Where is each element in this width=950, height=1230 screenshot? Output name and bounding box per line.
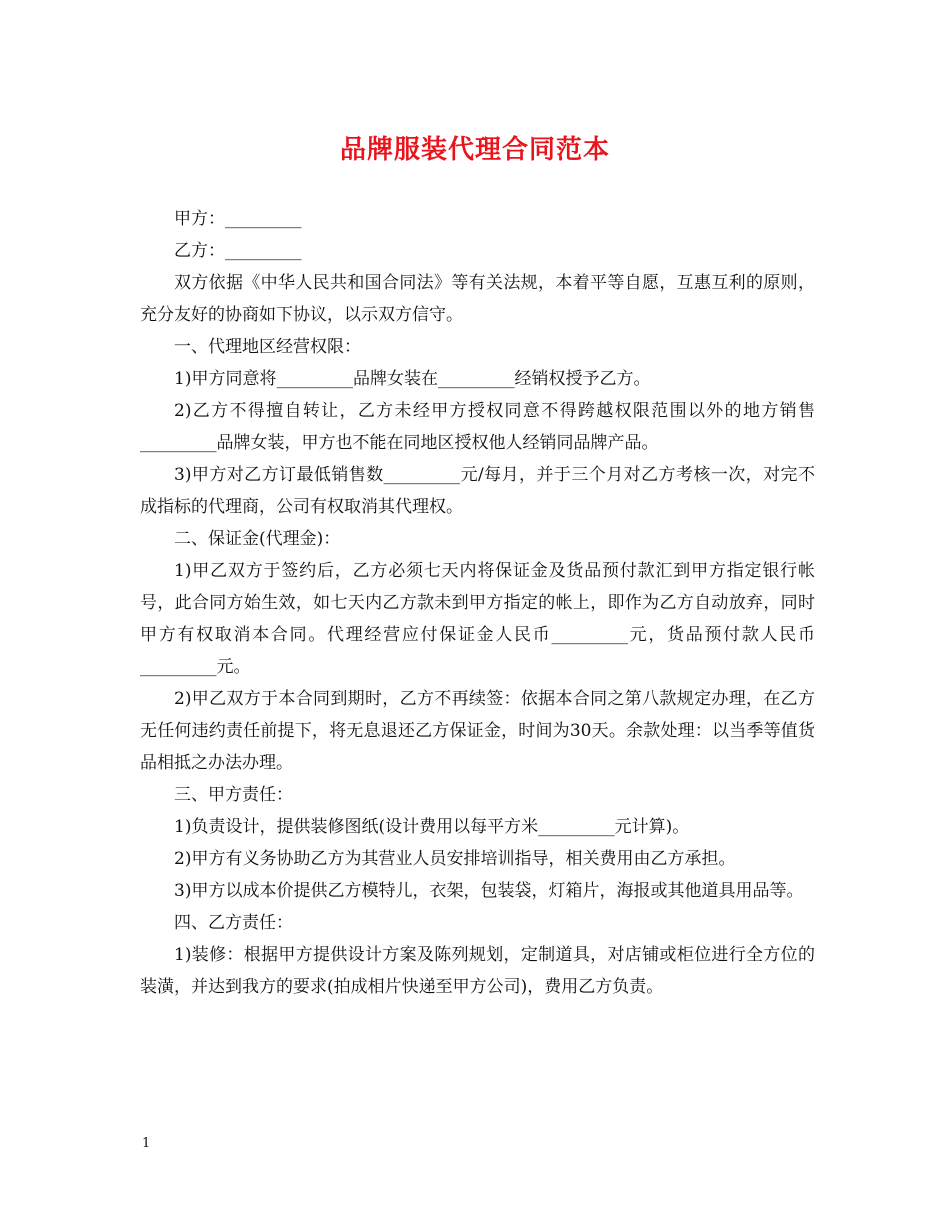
section-heading-1: 一、代理地区经营权限： [174, 337, 361, 357]
preamble-paragraph: 双方依据《中华人民共和国合同法》等有关法规，本着平等自愿，互惠互利的原则，充分友好的协商如下协议，以示双方信守。 [140, 273, 815, 325]
clause-3-3: 3)甲方以成本价提供乙方模特儿，衣架，包装袋，灯箱片，海报或其他道具用品等。 [174, 881, 804, 901]
clause-3-2: 2)甲方有义务协助乙方为其营业人员安排培训指导，相关费用由乙方承担。 [174, 849, 736, 869]
party-b-line: 乙方：_________ [174, 241, 302, 261]
clause-3-1: 1)负责设计，提供装修图纸(设计费用以每平方米_________元计算)。 [174, 817, 690, 837]
clause-1-3: 3)甲方对乙方订最低销售数_________元/每月，并于三个月对乙方考核一次，对完不成指标的代理商，公司有权取消其代理权。 [140, 465, 815, 517]
section-heading-4: 四、乙方责任： [174, 913, 293, 933]
document-body [140, 203, 815, 1003]
document-title: 品牌服装代理合同范本 [339, 135, 610, 165]
section-heading-2: 二、保证金(代理金)： [174, 529, 341, 549]
clause-1-2: 2)乙方不得擅自转让，乙方未经甲方授权同意不得跨越权限范围以外的地方销售_________品牌女装，甲方也不能在同地区授权他人经销同品牌产品。 [140, 401, 815, 453]
clause-4-1: 1)装修：根据甲方提供设计方案及陈列规划，定制道具，对店铺或柜位进行全方位的装潢，并达到我方的要求(拍成相片快递至甲方公司)，费用乙方负责。 [140, 945, 815, 997]
clause-1-1: 1)甲方同意将_________品牌女装在_________经销权授予乙方。 [174, 369, 651, 389]
party-a-line: 甲方：_________ [174, 209, 302, 229]
page-number: 1 [142, 1136, 151, 1151]
clause-2-1: 1)甲乙双方于签约后，乙方必须七天内将保证金及货品预付款汇到甲方指定银行帐号，此合同方始生效，如七天内乙方款未到甲方指定的帐上，即作为乙方自动放弃，同时甲方有权取消本合同。代理经营应付保证金人民币_________元，货品预付款人民币_________元。 [140, 561, 815, 677]
clause-2-2: 2)甲乙双方于本合同到期时，乙方不再续签：依据本合同之第八款规定办理，在乙方无任何违约责任前提下，将无息退还乙方保证金，时间为30天。余款处理：以当季等值货品相抵之办法办理。 [140, 689, 815, 773]
section-heading-3: 三、甲方责任： [174, 785, 293, 805]
